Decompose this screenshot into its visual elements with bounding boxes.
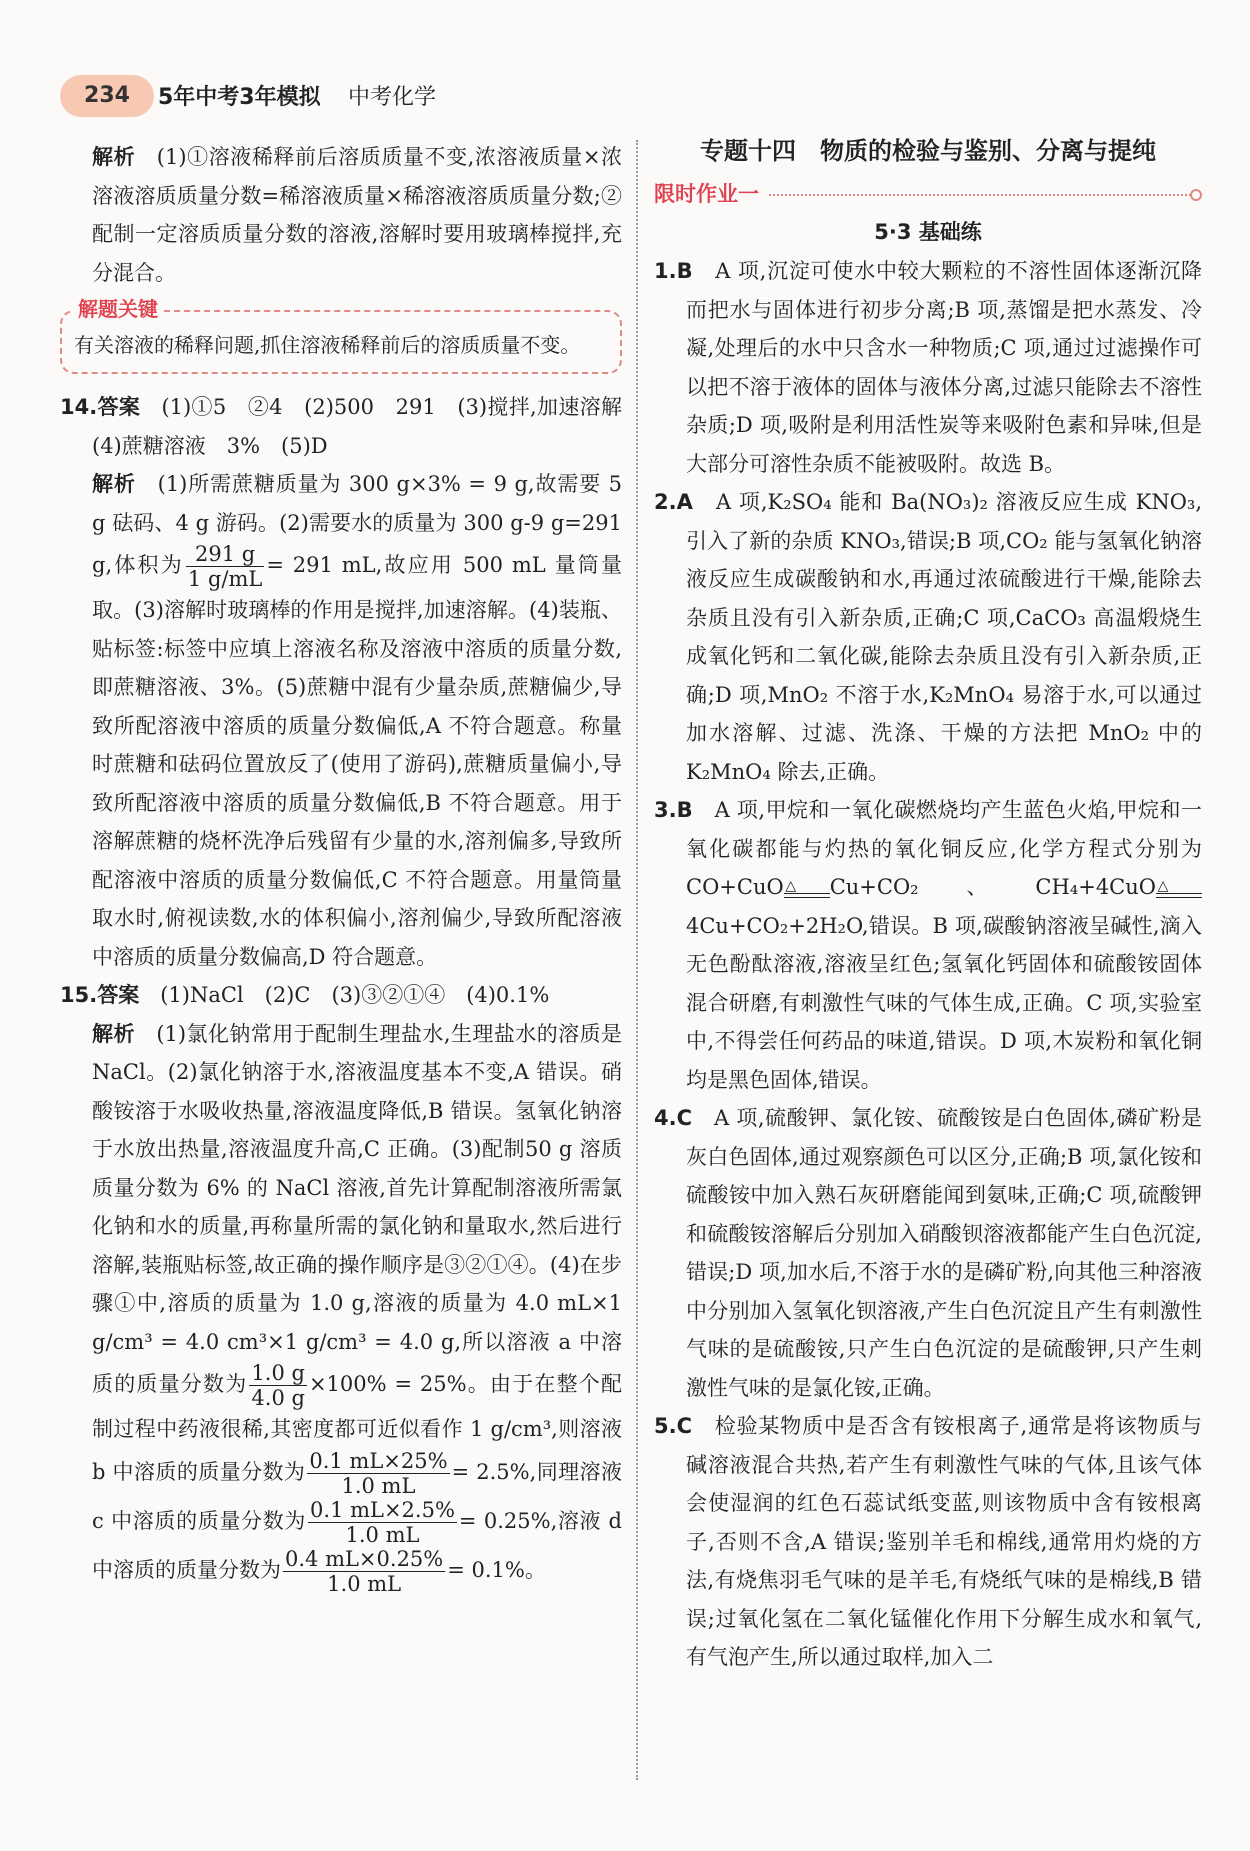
right-column — [654, 138, 1202, 1677]
page-number: 234 — [60, 75, 154, 117]
subject-title: 中考化学 — [348, 85, 437, 110]
analysis-14: 解析 (1)所需蔗糖质量为 300 g×3% = 9 g,故需要 5 g 砝码、4 g 游码。(2)需要水的质量为 300 g-9 g=291 g,体积为 $\frac{291 g}{1 g/mL}$ = 291 mL,故应用 500 mL 量筒量取。(3)溶解时玻璃棒的作用是搅拌,加速溶解。(4)装瓶、贴标签:标签中应填上溶液名称及溶液中溶质的质量分数,即蔗糖溶液、3%。(5)蔗糖中混有少量杂质,蔗糖偏少,导致所配溶液中溶质的质量分数偏低,A 不符合题意。称量时蔗糖和砝码位置放反了(使用了游码),蔗糖质量偏小,导致所配溶液中溶质的质量分数偏低,B 不符合题意。用于溶解蔗糖的烧杯洗净后残留有少量的水,溶剂偏多,导致所配溶液中溶质的质量分数偏低,C 不符合题意。用量筒量取水时,俯视读数,水的体积偏小,溶剂偏少,导致所配溶液中溶质的质量分数偏高,D 符合题意。 — [92, 472, 623, 969]
fraction: $\frac{0.4 mL\times 0.25\%}{1.0 mL}$ — [285, 1546, 444, 1596]
key-point-text: 有关溶液的稀释问题,抓住溶液稀释前后的溶质质量不变。 — [74, 333, 581, 357]
section-title: 5·3 基础练 — [874, 220, 982, 244]
fraction: $\frac{1.0 g}{4.0 g}$ — [251, 1361, 305, 1410]
left-column — [60, 138, 643, 1596]
key-point-box — [60, 297, 622, 374]
heat-equals-sign: △ — [784, 879, 830, 898]
key-point-label: 解题关键 — [72, 296, 164, 322]
answer-5: 5.C 检验某物质中是否含有铵根离子,通常是将该物质与碱溶液混合共热,若产生有刺激性气味的气体,且该气体会使湿润的红色石蕊试纸变蓝,则该物质中含有铵根离子,否则不含,A 错误;鉴别羊毛和棉线,通常用灼烧的方法,有烧焦羽毛气味的是羊毛,有烧纸气味的是棉线,B 错误;过氧化氢在二氧化锰催化作用下分解生成水和氧气,有气泡产生,所以通过取样,加入二 — [654, 1414, 1202, 1669]
analysis-15: 解析 (1)氯化钠常用于配制生理盐水,生理盐水的溶质是 NaCl。(2)氯化钠溶于水,溶液温度基本不变,A 错误。硝酸铵溶于水吸收热量,溶液温度降低,B 错误。氢氧化钠溶于水放出热量,溶液温度升高,C 正确。(3)配制50 g 溶质质量分数为 6% 的 NaCl 溶液,首先计算配制溶液所需氯化钠和水的质量,再称量所需的氯化钠和量取水,然后进行溶解,装瓶贴标签,故正确的操作顺序是③②①④。(4)在步骤①中,溶质的质量为 1.0 g,溶液的质量为 4.0 mL×1 g/cm³ = 4.0 cm³×1 g/cm³ = 4.0 g,所以溶液 a 中溶质的质量分数为 $\frac{1.0 g}{4.0 g}$ ×100% = 25%。由于在整个配制过程中药液很稀,其密度都可近似看作 1 g/cm³,则溶液 b 中溶质的质量分数为 $\frac{0.1 mL\times 25\%}{1.0 mL}$ = 2.5%,同理溶液 c 中溶质的质量分数为 $\frac{0.1 mL\times 2.5\%}{1.0 mL}$ = 0.25%,溶液 d 中溶质的质量分数为 $\frac{0.4 mL\times 0.25\%}{1.0 mL}$ = 0.1%。 — [92, 1021, 623, 1596]
analysis-13: 解析 (1)①溶液稀释前后溶质质量不变,浓溶液质量×浓溶液溶质质量分数=稀溶液质量×稀溶液溶质质量分数;②配制一定溶质质量分数的溶液,溶解时要用玻璃棒搅拌,充分混合。 — [92, 145, 623, 285]
answer-4: 4.C A 项,硫酸钾、氯化铵、硫酸铵是白色固体,磷矿粉是灰白色固体,通过观察颜色可以区分,正确;B 项,氯化铵和硫酸铵中加入熟石灰研磨能闻到氨味,正确;C 项,硫酸钾和硫酸铵溶解后分别加入硝酸钡溶液都能产生白色沉淀,错误;D 项,加水后,不溶于水的是磷矿粉,向其他三种溶液中分别加入氢氧化钡溶液,产生白色沉淀且产生有刺激性气味的是硫酸铵,只产生白色沉淀的是硫酸钾,只产生刺激性气味的是氯化铵,正确。 — [654, 1106, 1202, 1400]
answer-1: 1.B A 项,沉淀可使水中较大颗粒的不溶性固体逐渐沉降而把水与固体进行初步分离;B 项,蒸馏是把水蒸发、冷凝,处理后的水中只含水一种物质;C 项,通过过滤操作可以把不溶于液体的固体与液体分离,过滤只能除去不溶性杂质;D 项,吸附是利用活性炭等来吸附色素和异味,但是大部分可溶性杂质不能被吸附。故选 B。 — [654, 259, 1203, 476]
answer-14: 14.答案 (1)①5 ②4 (2)500 291 (3)搅拌,加速溶解 (4)蔗糖溶液 3% (5)D — [60, 395, 643, 458]
topic-title: 专题十四 物质的检验与鉴别、分离与提纯 — [700, 137, 1156, 165]
fraction: $\frac{0.1 mL\times 2.5\%}{1.0 mL}$ — [310, 1497, 455, 1547]
homework-label: 限时作业一 — [654, 176, 767, 212]
column-divider — [636, 140, 638, 1780]
answer-3: 3.B A 项,甲烷和一氧化碳燃烧均产生蓝色火焰,甲烷和一氧化碳都能与灼热的氧化铜反应,化学方程式分别为 CO+CuO △ Cu+CO₂、CH₄+4CuO △ 4Cu+CO₂+2H₂O,错误。B 项,碳酸钠溶液呈碱性,滴入无色酚酞溶液,溶液呈红色;氢氧化钙固体和硫酸铵固体混合研磨,有刺激性气味的气体生成,正确。C 项,实验室中,不得尝任何药品的味道,错误。D 项,木炭粉和氧化铜均是黑色固体,错误。 — [654, 798, 1202, 1092]
answer-2: 2.A A 项,K₂SO₄ 能和 Ba(NO₃)₂ 溶液反应生成 KNO₃,引入了新的杂质 KNO₃,错误;B 项,CO₂ 能与氢氧化钠溶液反应生成碳酸钠和水,再通过浓硫酸进行干燥,能除去杂质且没有引入新杂质,正确;C 项,CaCO₃ 高温煅烧生成氧化钙和二氧化碳,能除去杂质且没有引入新杂质,正确;D 项,MnO₂ 不溶于水,K₂MnO₄ 易溶于水,可以通过加水溶解、过滤、洗涤、干燥的方法把 MnO₂ 中的 K₂MnO₄ 除去,正确。 — [654, 490, 1203, 784]
book-title: 5年中考3年模拟 — [158, 85, 321, 110]
homework-header — [654, 176, 1202, 212]
answer-15: 15.答案 (1)NaCl (2)C (3)③②①④ (4)0.1% — [60, 983, 550, 1007]
fraction: $\frac{291 g}{1 g/mL}$ — [187, 542, 263, 591]
fraction: $\frac{0.1 mL\times 25\%}{1.0 mL}$ — [309, 1448, 448, 1498]
heat-equals-sign: △ — [1156, 879, 1202, 898]
